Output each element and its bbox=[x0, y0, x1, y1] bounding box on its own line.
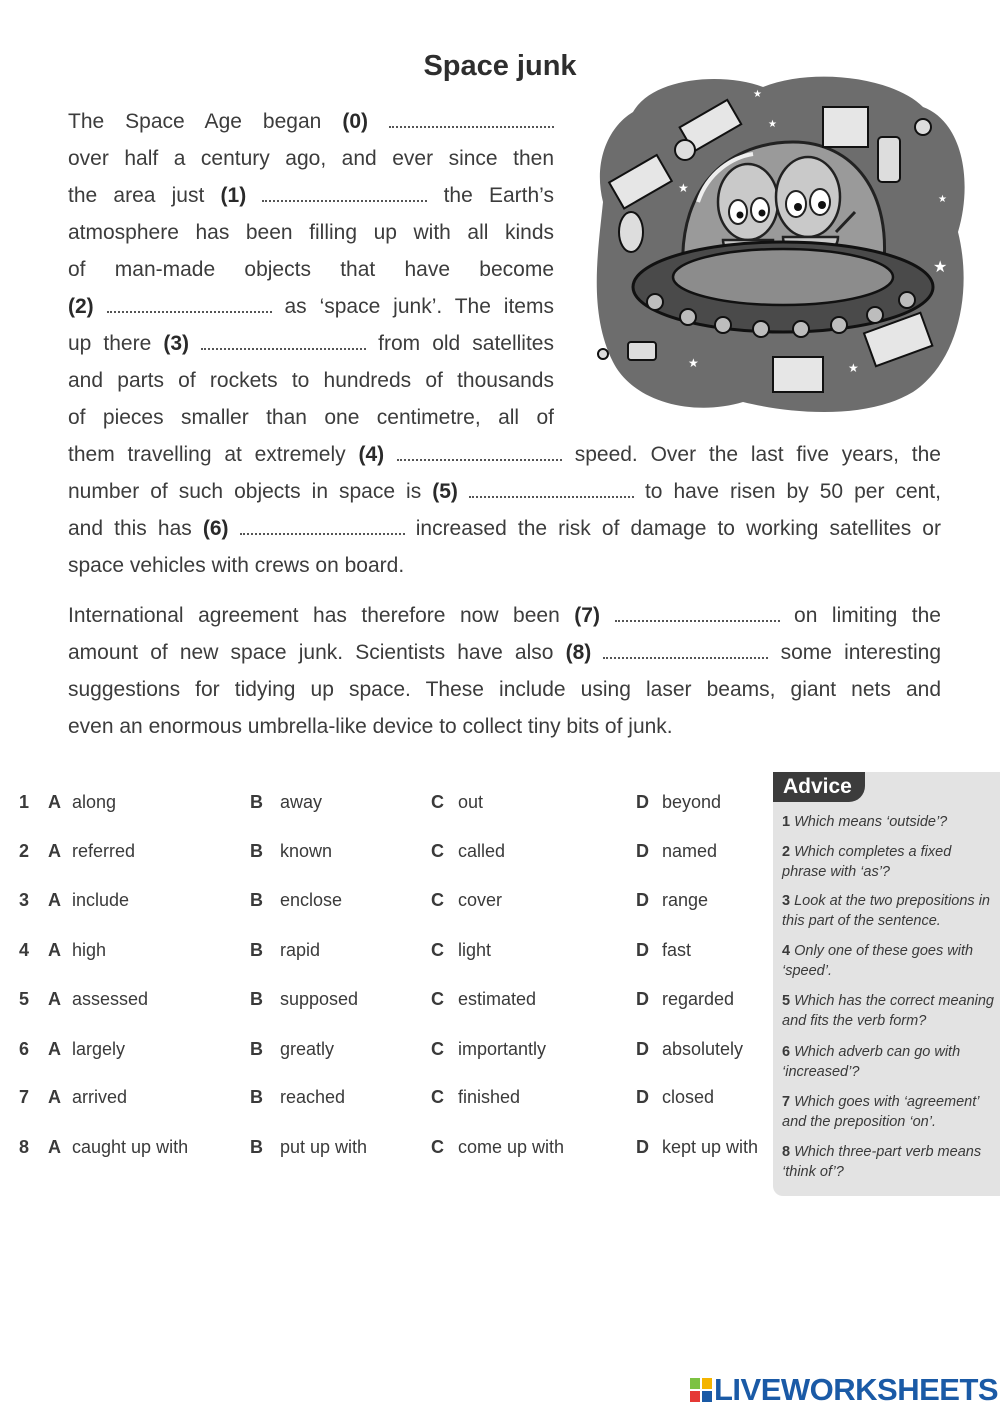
option-letter: C bbox=[431, 792, 444, 812]
svg-text:★: ★ bbox=[688, 356, 699, 370]
gap-number: (5) bbox=[432, 480, 458, 503]
passage-line: them travelling at extremely (4) speed. Over the last five years, the bbox=[68, 443, 941, 466]
option-c[interactable]: cover bbox=[458, 890, 503, 910]
question-number: 5 bbox=[19, 989, 30, 1009]
option-c[interactable]: called bbox=[458, 841, 506, 861]
option-letter: C bbox=[431, 989, 444, 1009]
option-letter: A bbox=[48, 792, 61, 812]
passage-line: the area just (1) the Earth’s bbox=[68, 184, 554, 207]
gap-number: (0) bbox=[342, 110, 368, 133]
option-letter: D bbox=[636, 1087, 649, 1107]
page-title: Space junk bbox=[423, 50, 577, 82]
option-d[interactable]: absolutely bbox=[662, 1039, 744, 1059]
gap-number: (6) bbox=[202, 517, 229, 540]
option-letter: D bbox=[636, 792, 649, 812]
option-a[interactable]: assessed bbox=[72, 989, 149, 1009]
question-number: 8 bbox=[19, 1137, 30, 1157]
option-d[interactable]: kept up with bbox=[662, 1137, 759, 1157]
advice-tip: 5 Which has the correct meaning and fits the verb form? bbox=[782, 993, 994, 1029]
svg-text:★: ★ bbox=[753, 89, 762, 100]
passage-line: suggestions for tidying up space. These include using laser beams, giant nets and bbox=[68, 678, 941, 701]
gap-number: (3) bbox=[163, 332, 190, 355]
advice-tip: 8 Which three-part verb means ‘think of’? bbox=[782, 1144, 982, 1180]
gap-blank-4[interactable] bbox=[397, 441, 562, 461]
option-letter: B bbox=[250, 792, 263, 812]
option-letter: B bbox=[250, 890, 263, 910]
option-a[interactable]: high bbox=[72, 940, 107, 960]
question-number: 7 bbox=[19, 1087, 30, 1107]
gap-blank-0[interactable] bbox=[389, 108, 554, 128]
option-a[interactable]: caught up with bbox=[72, 1137, 189, 1157]
passage-paragraph-1 bbox=[68, 103, 554, 436]
svg-text:★: ★ bbox=[678, 181, 689, 195]
option-d[interactable]: closed bbox=[662, 1087, 715, 1107]
option-letter: D bbox=[636, 940, 649, 960]
option-c[interactable]: out bbox=[458, 792, 484, 812]
option-letter: C bbox=[431, 1087, 444, 1107]
question-row bbox=[0, 1137, 770, 1167]
question-row bbox=[0, 940, 770, 970]
option-letter: B bbox=[250, 1039, 263, 1059]
question-row bbox=[0, 1039, 770, 1069]
advice-heading: Advice bbox=[783, 775, 852, 798]
gap-number: (4) bbox=[358, 443, 385, 466]
option-b[interactable]: supposed bbox=[280, 989, 359, 1009]
passage-line: of man-made objects that have become bbox=[68, 258, 554, 281]
option-b[interactable]: enclose bbox=[280, 890, 343, 910]
question-row bbox=[0, 1087, 770, 1117]
option-c[interactable]: finished bbox=[458, 1087, 521, 1107]
gap-blank-1[interactable] bbox=[262, 182, 427, 202]
option-c[interactable]: estimated bbox=[458, 989, 537, 1009]
option-d[interactable]: range bbox=[662, 890, 709, 910]
option-letter: B bbox=[250, 841, 263, 861]
gap-blank-7[interactable] bbox=[615, 602, 780, 622]
option-letter: B bbox=[250, 940, 263, 960]
liveworksheets-icon bbox=[690, 1378, 712, 1402]
option-letter: A bbox=[48, 841, 61, 861]
logo-text: LIVEWORKSHEETS bbox=[714, 1372, 999, 1407]
option-b[interactable]: known bbox=[280, 841, 333, 861]
question-row bbox=[0, 841, 770, 871]
advice-tip: 3 Look at the two prepositions in this part of the sentence. bbox=[782, 893, 990, 929]
option-a[interactable]: referred bbox=[72, 841, 136, 861]
passage-line: of pieces smaller than one centimetre, all of bbox=[68, 406, 554, 429]
question-number: 4 bbox=[19, 940, 30, 960]
option-letter: B bbox=[250, 989, 263, 1009]
gap-blank-5[interactable] bbox=[469, 478, 634, 498]
passage-line: atmosphere has been filling up with all kinds bbox=[68, 221, 554, 244]
option-a[interactable]: largely bbox=[72, 1039, 126, 1059]
option-d[interactable]: beyond bbox=[662, 792, 722, 812]
option-b[interactable]: away bbox=[280, 792, 323, 812]
advice-heading-tab bbox=[773, 772, 865, 802]
advice-tip: 4 Only one of these goes with ‘speed’. bbox=[782, 943, 974, 979]
option-letter: A bbox=[48, 1137, 61, 1157]
option-letter: C bbox=[431, 890, 444, 910]
option-a[interactable]: along bbox=[72, 792, 117, 812]
question-number: 6 bbox=[19, 1039, 30, 1059]
advice-panel bbox=[773, 772, 1000, 1196]
option-letter: D bbox=[636, 841, 649, 861]
option-letter: C bbox=[431, 940, 444, 960]
question-number: 1 bbox=[19, 792, 30, 812]
gap-number: (1) bbox=[220, 184, 247, 207]
option-letter: A bbox=[48, 989, 61, 1009]
option-letter: B bbox=[250, 1137, 263, 1157]
advice-tip: 2 Which completes a fixed phrase with ‘as’? bbox=[782, 844, 952, 880]
option-letter: A bbox=[48, 890, 61, 910]
passage-line: The Space Age began (0) bbox=[68, 103, 554, 140]
question-row bbox=[0, 792, 770, 822]
option-letter: D bbox=[636, 989, 649, 1009]
gap-blank-6[interactable] bbox=[240, 515, 405, 535]
option-b[interactable]: reached bbox=[280, 1087, 346, 1107]
gap-blank-2[interactable] bbox=[107, 293, 272, 313]
option-letter: C bbox=[431, 1039, 444, 1059]
option-letter: D bbox=[636, 890, 649, 910]
space-junk-illustration bbox=[593, 72, 968, 417]
passage-line: (2) as ‘space junk’. The items bbox=[68, 295, 554, 318]
gap-blank-8[interactable] bbox=[603, 639, 768, 659]
question-number: 3 bbox=[19, 890, 30, 910]
passage-line: even an enormous umbrella-like device to collect tiny bits of junk. bbox=[68, 715, 673, 738]
gap-blank-3[interactable] bbox=[201, 330, 366, 350]
option-b[interactable]: greatly bbox=[280, 1039, 335, 1059]
option-b[interactable]: put up with bbox=[280, 1137, 368, 1157]
passage-line: over half a century ago, and ever since then bbox=[68, 147, 554, 170]
svg-text:★: ★ bbox=[768, 119, 777, 130]
advice-tip: 6 Which adverb can go with ‘increased’? bbox=[782, 1044, 961, 1080]
passage-paragraph-1-continued bbox=[68, 436, 941, 584]
passage-line: number of such objects in space is (5) to have risen by 50 per cent, bbox=[68, 480, 941, 503]
option-letter: B bbox=[250, 1087, 263, 1107]
passage-line: space vehicles with crews on board. bbox=[68, 554, 405, 577]
svg-text:★: ★ bbox=[938, 194, 947, 205]
passage-line: up there (3) from old satellites bbox=[68, 332, 554, 355]
svg-text:★: ★ bbox=[933, 259, 948, 276]
option-a[interactable]: arrived bbox=[72, 1087, 128, 1107]
passage-line: and this has (6) increased the risk of damage to working satellites or bbox=[68, 517, 941, 540]
option-letter: C bbox=[431, 841, 444, 861]
advice-tip: 1 Which means ‘outside’? bbox=[782, 814, 948, 830]
gap-number: (2) bbox=[68, 295, 94, 318]
option-letter: D bbox=[636, 1039, 649, 1059]
option-letter: A bbox=[48, 940, 61, 960]
option-c[interactable]: come up with bbox=[458, 1137, 565, 1157]
passage-line: amount of new space junk. Scientists have also (8) some interesting bbox=[68, 641, 941, 664]
passage-line: International agreement has therefore now been (7) on limiting the bbox=[68, 604, 941, 627]
option-a[interactable]: include bbox=[72, 890, 130, 910]
option-d[interactable]: fast bbox=[662, 940, 692, 960]
option-c[interactable]: light bbox=[458, 940, 492, 960]
option-letter: A bbox=[48, 1039, 61, 1059]
option-d[interactable]: named bbox=[662, 841, 718, 861]
question-number: 2 bbox=[19, 841, 30, 861]
option-letter: C bbox=[431, 1137, 444, 1157]
option-c[interactable]: importantly bbox=[458, 1039, 547, 1059]
gap-number: (7) bbox=[574, 604, 600, 627]
question-row bbox=[0, 890, 770, 920]
option-d[interactable]: regarded bbox=[662, 989, 735, 1009]
option-letter: D bbox=[636, 1137, 649, 1157]
passage-paragraph-2 bbox=[68, 597, 941, 745]
option-b[interactable]: rapid bbox=[280, 940, 321, 960]
svg-text:★: ★ bbox=[848, 361, 859, 375]
question-row bbox=[0, 989, 770, 1019]
gap-number: (8) bbox=[565, 641, 592, 664]
passage-line: and parts of rockets to hundreds of thousands bbox=[68, 369, 554, 392]
advice-tip: 7 Which goes with ‘agreement’ and the preposition ‘on’. bbox=[782, 1094, 979, 1130]
option-letter: A bbox=[48, 1087, 61, 1107]
